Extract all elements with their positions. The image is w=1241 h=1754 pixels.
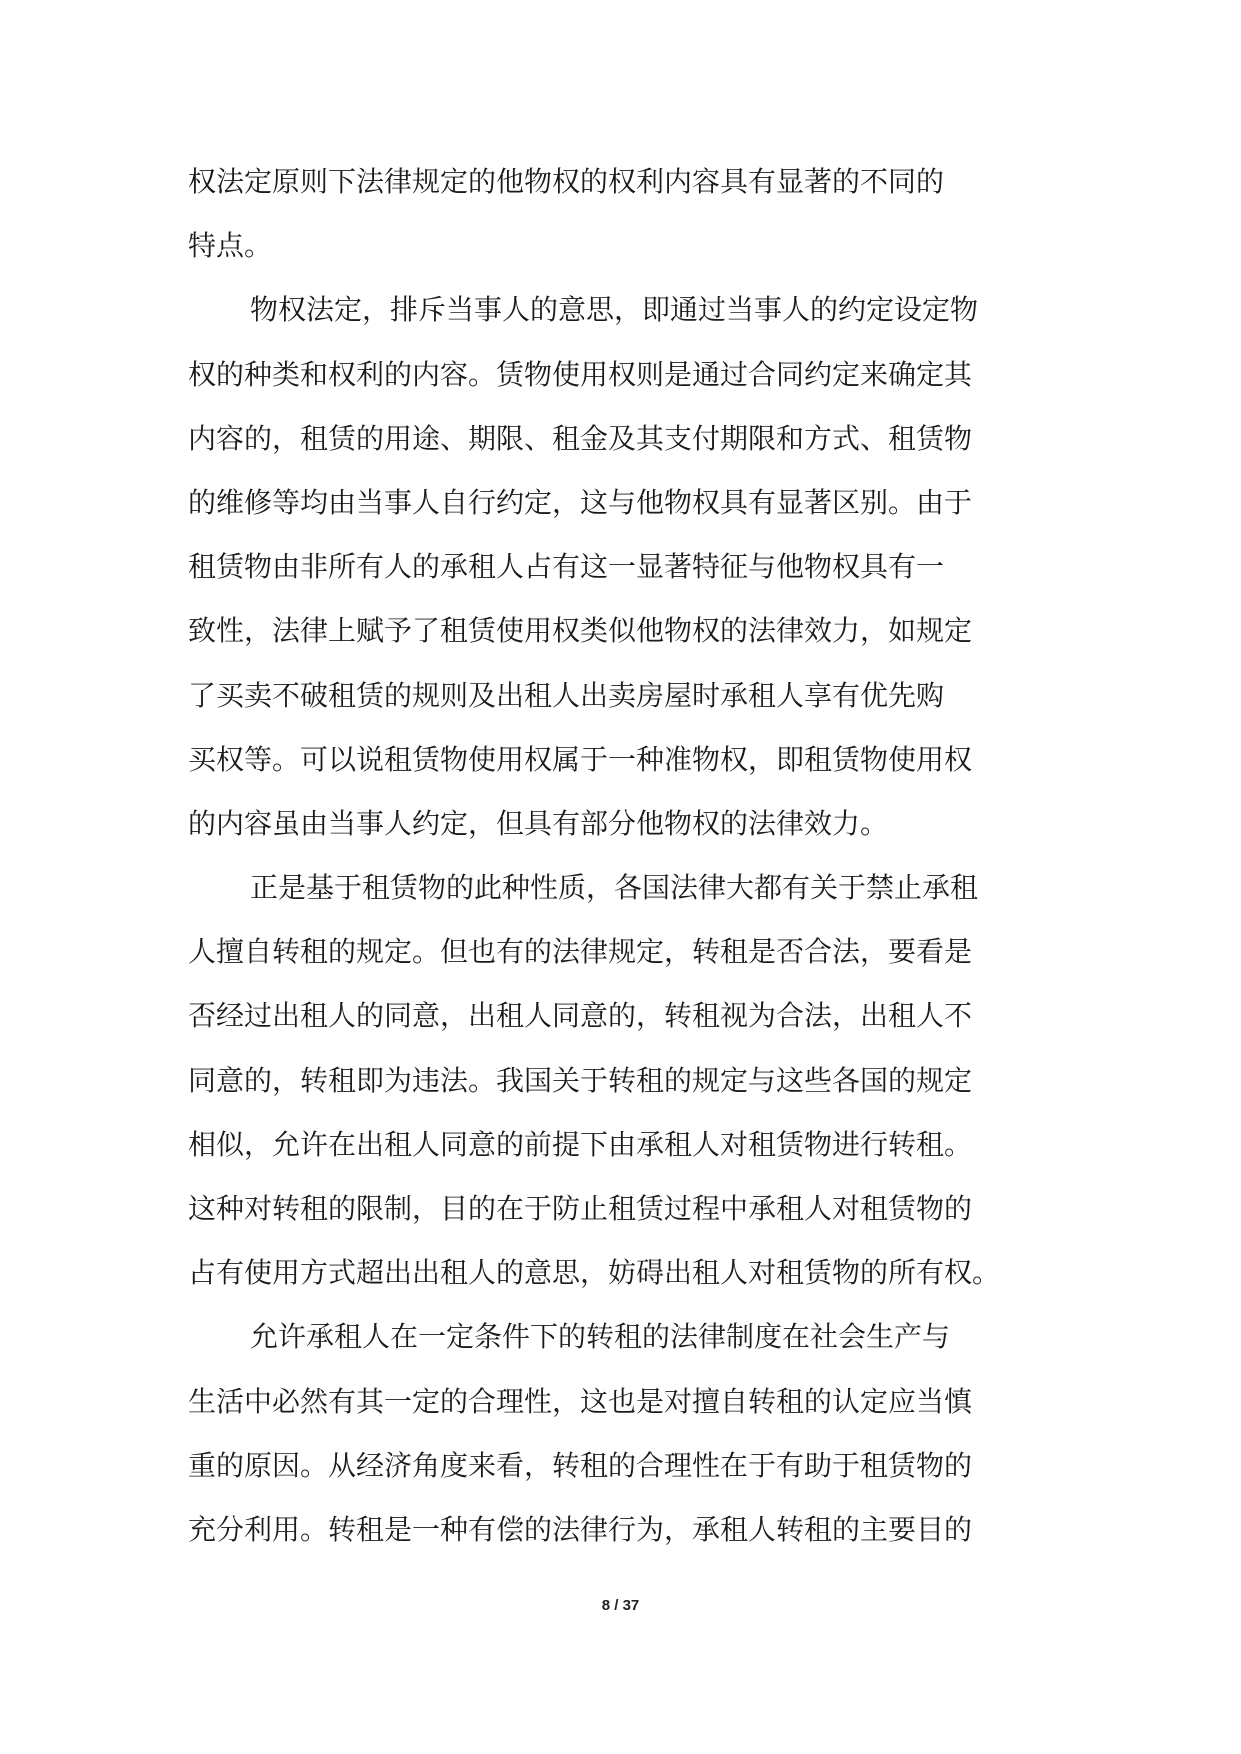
text-line: 特点。 (188, 229, 273, 263)
text-line: 权的种类和权利的内容。赁物使用权则是通过合同约定来确定其 (188, 357, 973, 391)
text-line: 的内容虽由当事人约定，但具有部分他物权的法律效力。 (188, 806, 889, 840)
text-line: 内容的，租赁的用途、期限、租金及其支付期限和方式、租赁物 (188, 421, 973, 455)
text-line: 占有使用方式超出出租人的意思，妨碍出租人对租赁物的所有权。 (188, 1256, 1001, 1290)
paragraph-start-line: 物权法定，排斥当事人的意思，即通过当事人的约定设定物 (250, 293, 979, 327)
text-line: 租赁物由非所有人的承租人占有这一显著特征与他物权具有一 (188, 550, 945, 584)
text-line: 同意的，转租即为违法。我国关于转租的规定与这些各国的规定 (188, 1063, 973, 1097)
page-number: 8 / 37 (601, 1597, 640, 1614)
paragraph-start-line: 允许承租人在一定条件下的转租的法律制度在社会生产与 (250, 1320, 951, 1354)
text-line: 这种对转租的限制，目的在于防止租赁过程中承租人对租赁物的 (188, 1192, 973, 1225)
text-line: 权法定原则下法律规定的他物权的权利内容具有显著的不同的 (188, 165, 945, 198)
text-line: 致性，法律上赋予了租赁使用权类似他物权的法律效力，如规定 (188, 614, 973, 648)
text-line: 了买卖不破租赁的规则及出租人出卖房屋时承租人享有优先购 (188, 678, 945, 712)
text-line: 的维修等均由当事人自行约定，这与他物权具有显著区别。由于 (188, 485, 973, 519)
text-line: 重的原因。从经济角度来看，转租的合理性在于有助于租赁物的 (188, 1448, 973, 1482)
text-line: 充分利用。转租是一种有偿的法律行为，承租人转租的主要目的 (188, 1512, 973, 1546)
text-line: 生活中必然有其一定的合理性，这也是对擅自转租的认定应当慎 (188, 1384, 973, 1418)
body-text (188, 150, 1060, 1562)
text-line: 相似，允许在出租人同意的前提下由承租人对租赁物进行转租。 (188, 1127, 973, 1161)
text-line: 否经过出租人的同意，出租人同意的，转租视为合法，出租人不 (188, 999, 973, 1033)
text-line: 买权等。可以说租赁物使用权属于一种准物权，即租赁物使用权 (188, 742, 973, 776)
paragraph-start-line: 正是基于租赁物的此种性质，各国法律大都有关于禁止承租 (250, 871, 979, 905)
text-line: 人擅自转租的规定。但也有的法律规定，转租是否合法，要看是 (188, 935, 973, 969)
